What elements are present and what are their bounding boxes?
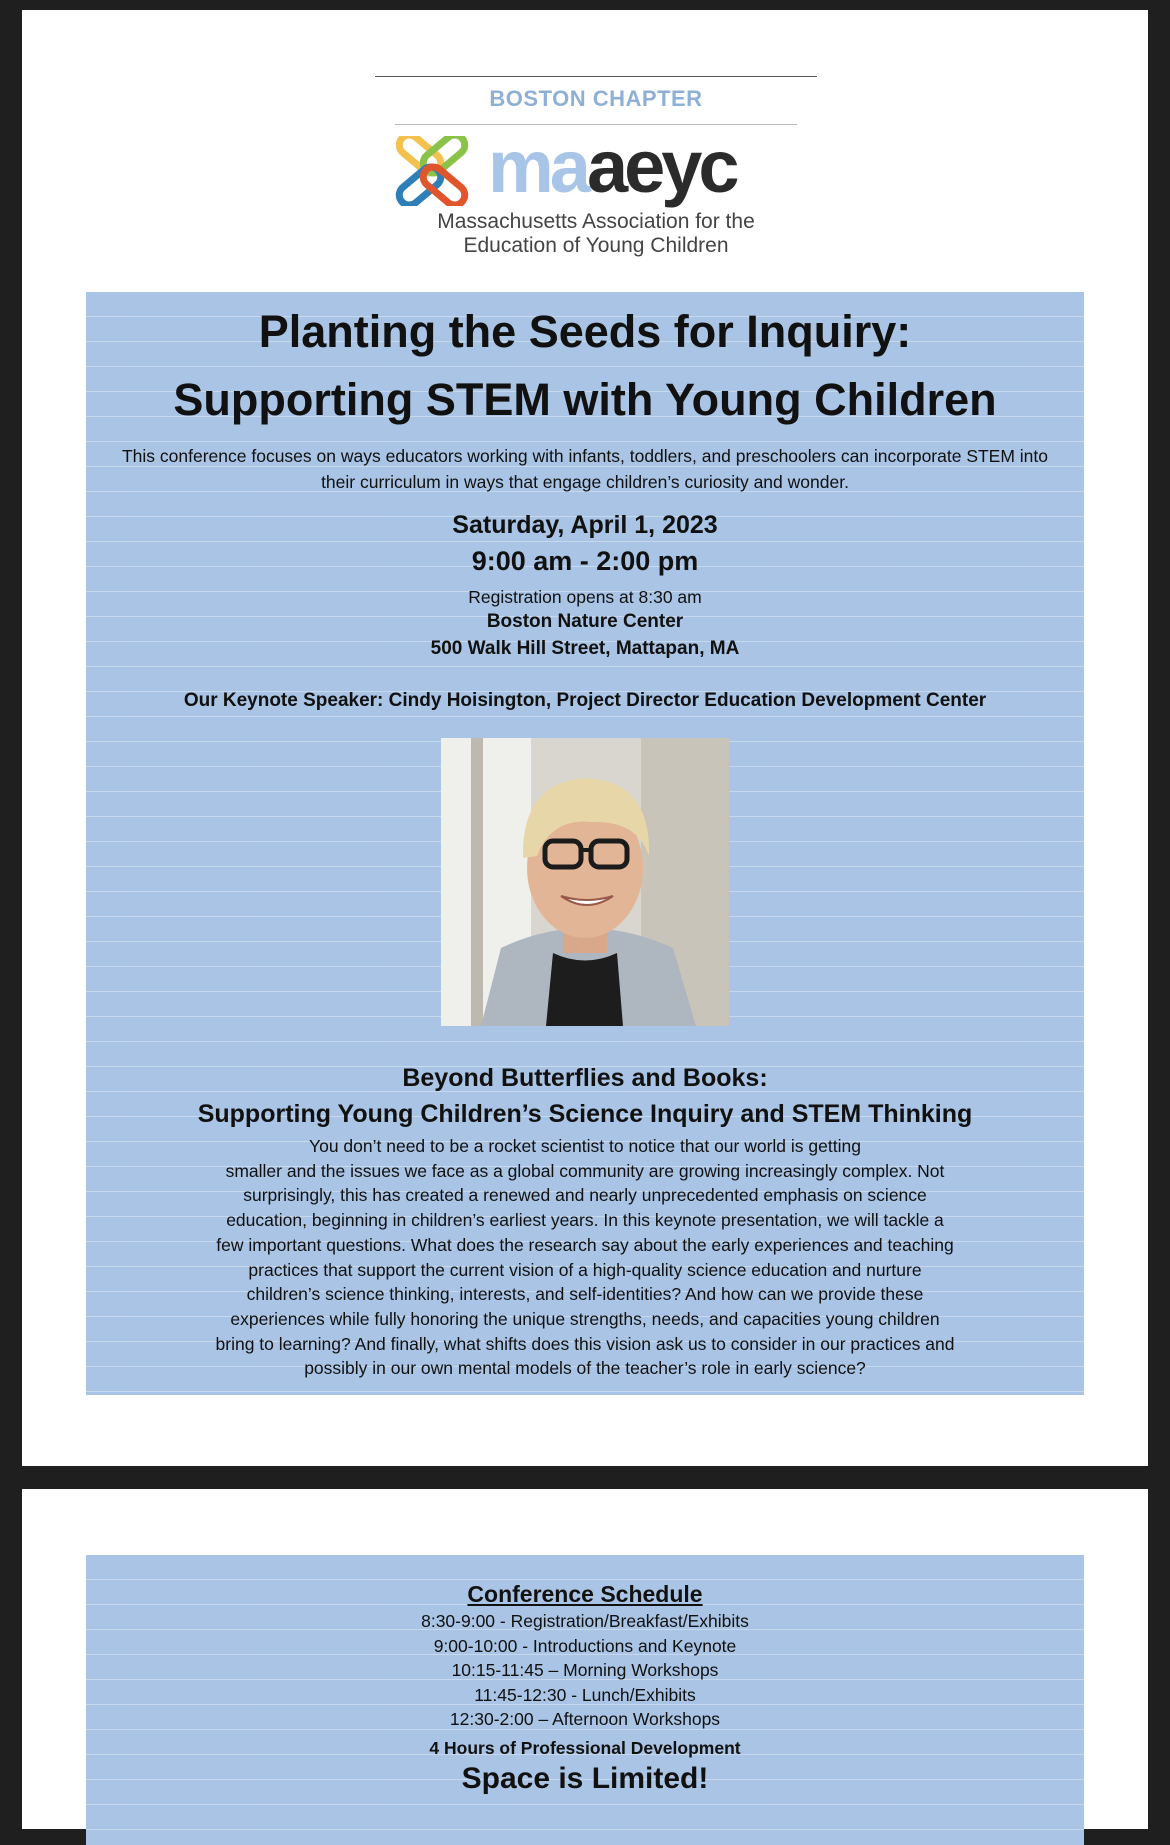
flyer-page-1 xyxy=(22,10,1148,1466)
keynote-speaker: Our Keynote Speaker: Cindy Hoisington, Project Director Education Development Center xyxy=(183,690,987,711)
event-panel xyxy=(86,292,1084,1395)
abstract-line: surprisingly, this has created a renewed and nearly unprecedented emphasis on science xyxy=(243,1185,927,1206)
chain-links-icon xyxy=(392,136,474,206)
abstract-line: few important questions. What does the research say about the early experiences and teaching xyxy=(216,1234,954,1255)
event-title-line-2: Supporting STEM with Young Children xyxy=(173,374,997,425)
schedule-item: 8:30-9:00 - Registration/Breakfast/Exhibits xyxy=(421,1611,749,1631)
abstract-line: children’s science thinking, interests, and self-identities? And how can we provide these xyxy=(246,1284,924,1305)
org-name-line-1: Massachusetts Association for the xyxy=(437,210,755,233)
event-date: Saturday, April 1, 2023 xyxy=(452,511,718,539)
schedule-item: 9:00-10:00 - Introductions and Keynote xyxy=(433,1635,737,1656)
abstract-line: education, beginning in children’s earliest years. In this keynote presentation, we will tackle a xyxy=(226,1210,944,1231)
abstract-line: practices that support the current vision of a high-quality science education and nurture xyxy=(248,1259,922,1280)
schedule-item: 12:30-2:00 – Afternoon Workshops xyxy=(449,1709,721,1730)
abstract-line: You don’t need to be a rocket scientist to notice that our world is getting xyxy=(309,1136,861,1156)
abstract-line: possibly in our own mental models of the teacher’s role in early science? xyxy=(304,1358,866,1379)
pd-hours: 4 Hours of Professional Development xyxy=(429,1738,741,1758)
abstract-line: bring to learning? And finally, what shifts does this vision ask us to consider in our practices and xyxy=(215,1333,955,1354)
venue-address: 500 Walk Hill Street, Mattapan, MA xyxy=(430,638,740,659)
schedule-panel xyxy=(86,1555,1084,1845)
talk-abstract xyxy=(86,1134,1084,1381)
abstract-line: experiences while fully honoring the unique strengths, needs, and capacities young children xyxy=(230,1308,940,1329)
schedule-heading: Conference Schedule xyxy=(467,1581,703,1607)
speaker-photo xyxy=(441,738,729,1026)
schedule-list xyxy=(86,1609,1084,1732)
event-time: 9:00 am - 2:00 pm xyxy=(471,546,699,576)
org-name-line-2: Education of Young Children xyxy=(463,234,729,257)
space-limited-notice: Space is Limited! xyxy=(461,1762,709,1795)
schedule-item: 10:15-11:45 – Morning Workshops xyxy=(451,1660,719,1681)
chapter-label: BOSTON CHAPTER xyxy=(489,86,703,111)
schedule-item: 11:45-12:30 - Lunch/Exhibits xyxy=(474,1684,696,1705)
venue-name: Boston Nature Center xyxy=(486,611,684,632)
event-title-line-1: Planting the Seeds for Inquiry: xyxy=(258,306,912,357)
abstract-line: smaller and the issues we face as a global community are growing increasingly complex. Not xyxy=(225,1160,945,1181)
divider xyxy=(375,76,817,77)
logo-wordmark: maaeyc xyxy=(488,125,736,208)
intro-line-1: This conference focuses on ways educators working with infants, toddlers, and preschoolers can incorporate STEM into xyxy=(121,446,1049,466)
flyer-page-2 xyxy=(22,1489,1148,1829)
event-intro xyxy=(86,443,1084,495)
intro-line-2: their curriculum in ways that engage children’s curiosity and wonder. xyxy=(321,472,849,492)
organization-name xyxy=(375,210,817,258)
talk-title-line-1: Beyond Butterflies and Books: xyxy=(402,1064,768,1092)
maaeyc-logo xyxy=(392,125,792,210)
talk-title-line-2: Supporting Young Children’s Science Inquiry and STEM Thinking xyxy=(197,1100,973,1128)
registration-note: Registration opens at 8:30 am xyxy=(468,587,702,607)
